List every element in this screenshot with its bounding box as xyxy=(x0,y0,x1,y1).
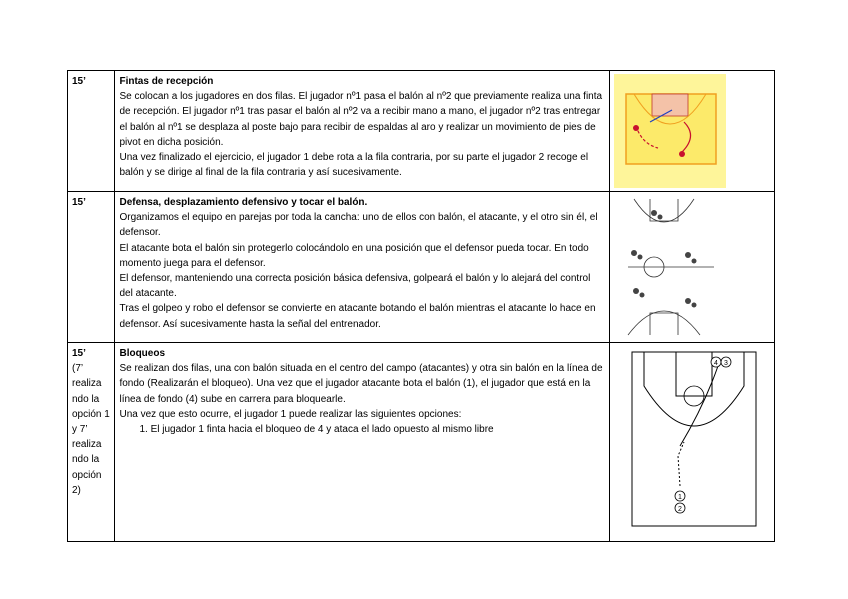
drills-table xyxy=(67,70,775,542)
drill-paragraph: Tras el golpeo y robo el defensor se convierte en atacante botando el balón mientras el atacante lo hace en defensor. Así sucesivamente hasta la señal del entrenador. xyxy=(119,303,596,330)
description-cell xyxy=(115,192,610,343)
diagram-cell xyxy=(610,71,775,192)
player-marker xyxy=(633,125,639,131)
time-note: (7’ realiza ndo la opción 1 y 7’ realiza ndo la opción 2) xyxy=(72,363,110,496)
player-1 xyxy=(675,491,685,501)
drill-row-fintas xyxy=(68,71,775,192)
description-cell xyxy=(115,343,610,542)
player-2 xyxy=(675,503,685,513)
drill-title: Defensa, desplazamiento defensivo y tocar el balón. xyxy=(119,197,368,208)
time-cell xyxy=(68,343,115,542)
drill-paragraph: Se colocan a los jugadores en dos filas. El jugador nº1 pasa el balón al nº2 que previamente realiza una finta de recepción. El jugador nº1 tras pasar el balón al nº2 va a recibir mano a mano, el jugador nº2 tras entregar el balón al nº1 se desplaza al poste bajo para recibir de espaldas al aro y realizar un movimiento de pies de pivot en dicha posición. xyxy=(119,91,603,148)
player-3 xyxy=(721,357,731,367)
svg-text:1: 1 xyxy=(678,494,683,501)
player-pair xyxy=(631,210,697,308)
bottom-arc xyxy=(628,311,700,335)
svg-text:3: 3 xyxy=(724,360,729,367)
drill-option: 1. El jugador 1 finta hacia el bloqueo de 4 y ataca el lado opuesto al mismo libre xyxy=(139,424,494,436)
drill-paragraph: El atacante bota el balón sin protegerlo colocándolo en una posición que el defensor pueda tocar. En todo momento juega para el defensor. xyxy=(119,242,589,269)
diagram-cell xyxy=(610,192,775,343)
half-court-outline xyxy=(632,352,756,526)
description-cell xyxy=(115,71,610,192)
dribble-path xyxy=(678,442,684,486)
paint-area xyxy=(652,94,688,116)
drill-paragraph: Una vez finalizado el ejercicio, el jugador 1 debe rota a la fila contraria, por su parte el jugador 2 recoge el balón y se dirige al final de la fila contraria y así sucesivamente. xyxy=(119,152,589,179)
bottom-key xyxy=(650,313,678,335)
key-area xyxy=(676,352,712,396)
drill-paragraph: El defensor, manteniendo una correcta posición básica defensiva, golpeará el balón y lo alejará del control del atacante. xyxy=(119,273,591,300)
top-arc xyxy=(634,199,694,222)
svg-text:2: 2 xyxy=(678,506,683,513)
player-4 xyxy=(711,357,721,367)
defensa-court-diagram xyxy=(614,195,768,339)
drill-title: Fintas de recepción xyxy=(119,76,214,87)
drill-title: Bloqueos xyxy=(119,348,166,359)
time-value: 15’ xyxy=(72,348,86,359)
time-cell: 15’ xyxy=(68,71,115,192)
drill-row-defensa xyxy=(68,192,775,343)
svg-text:4: 4 xyxy=(714,360,719,367)
drill-paragraph: Organizamos el equipo en parejas por toda la cancha: uno de ellos con balón, el atacante, y el otro sin él, el defensor. xyxy=(119,212,598,239)
bloqueos-court-diagram xyxy=(614,346,768,538)
drill-paragraph: Se realizan dos filas, una con balón situada en el centro del campo (atacantes) y otra sin balón en la línea de fondo (Realizarán el bloqueo). Una vez que el jugador atacante bota el balón (1), el jugador que está en la línea de fondo (4) sube en carrera para bloquearle. xyxy=(119,363,603,405)
fintas-court-diagram xyxy=(614,74,768,188)
diagram-cell xyxy=(610,343,775,542)
drill-row-bloqueos xyxy=(68,343,775,542)
drill-paragraph: Una vez que esto ocurre, el jugador 1 puede realizar las siguientes opciones: xyxy=(119,408,462,420)
player-marker xyxy=(679,151,685,157)
top-key xyxy=(650,199,678,221)
time-cell: 15’ xyxy=(68,192,115,343)
